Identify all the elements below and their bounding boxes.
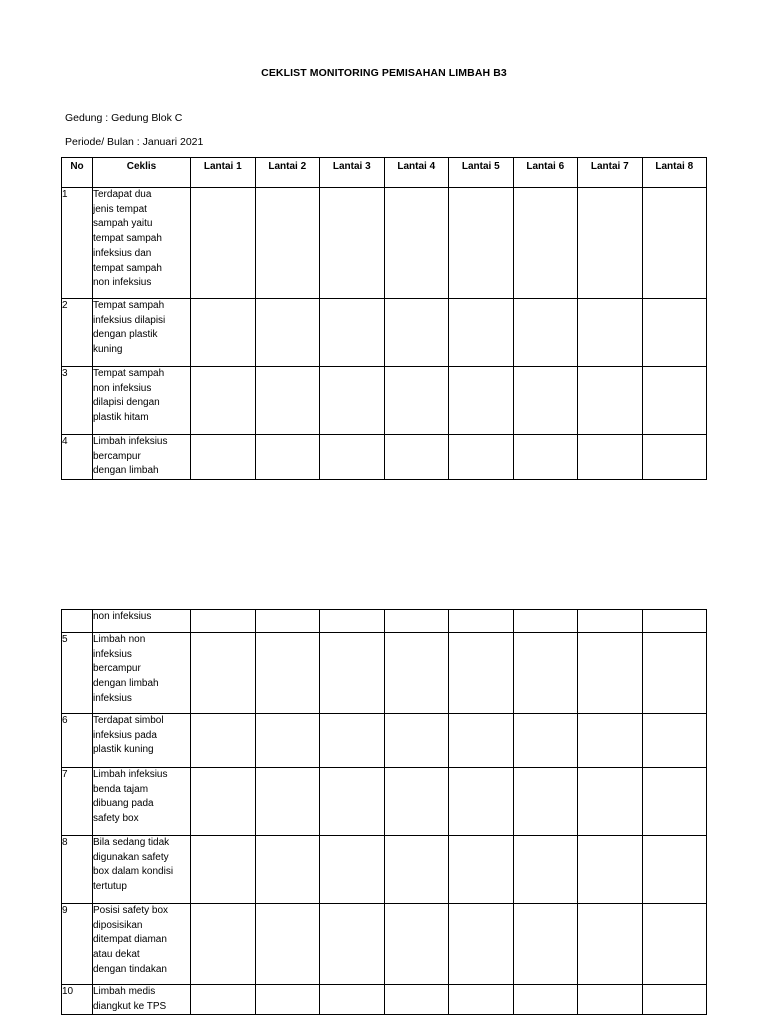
floor-3-check-cell[interactable] [320,299,385,367]
floor-3-check-cell[interactable] [320,836,385,904]
row-number: 4 [62,435,93,480]
table-row [62,367,707,435]
table-row [62,299,707,367]
floor-1-check-cell[interactable] [191,836,256,904]
floor-1-check-cell[interactable] [191,904,256,985]
floor-6-check-cell[interactable] [513,985,578,1015]
checklist-item-line: diposisikan [93,919,143,931]
checklist-item-line: infeksius pada [93,729,157,741]
checklist-table-page-2 [61,609,707,1015]
header-floor-5: Lantai 5 [449,158,514,188]
floor-6-check-cell[interactable] [513,367,578,435]
floor-1-check-cell[interactable] [191,714,256,768]
checklist-item-line: Terdapat dua [93,189,152,200]
floor-8-check-cell[interactable] [642,633,707,714]
floor-4-check-cell[interactable] [384,633,449,714]
checklist-item-line: dengan tindakan [93,963,167,975]
table-row [62,985,707,1015]
floor-5-check-cell[interactable] [449,610,514,633]
floor-8-check-cell[interactable] [642,299,707,367]
floor-6-check-cell[interactable] [513,714,578,768]
floor-7-check-cell[interactable] [578,610,643,633]
checklist-item-line: Terdapat simbol [93,715,164,726]
period-label: Periode/ Bulan : Januari 2021 [65,136,204,148]
checklist-item-line: box dalam kondisi [93,866,174,878]
checklist-item [93,188,191,299]
header-no: No [62,158,93,188]
floor-1-check-cell[interactable] [191,188,256,299]
row-number: 1 [62,188,93,299]
floor-5-check-cell[interactable] [449,188,514,299]
table-row [62,435,707,480]
row-number: 2 [62,299,93,367]
floor-6-check-cell[interactable] [513,904,578,985]
checklist-item-line: digunakan safety [93,851,169,863]
table-row [62,768,707,836]
floor-3-check-cell[interactable] [320,768,385,836]
floor-5-check-cell[interactable] [449,367,514,435]
floor-3-check-cell[interactable] [320,714,385,768]
checklist-item-line: non infeksius [93,611,152,622]
header-floor-6: Lantai 6 [513,158,578,188]
floor-8-check-cell[interactable] [642,367,707,435]
floor-7-check-cell[interactable] [578,188,643,299]
floor-8-check-cell[interactable] [642,714,707,768]
header-floor-7: Lantai 7 [578,158,643,188]
checklist-item-line: Posisi safety box [93,905,169,916]
floor-2-check-cell[interactable] [255,714,320,768]
floor-4-check-cell[interactable] [384,610,449,633]
checklist-item-line: bercampur [93,663,141,675]
checklist-item-line: sampah yaitu [93,218,153,230]
floor-4-check-cell[interactable] [384,714,449,768]
floor-8-check-cell[interactable] [642,188,707,299]
checklist-item-line: Limbah infeksius [93,436,168,447]
checklist-item-line: bercampur [93,450,141,462]
floor-7-check-cell[interactable] [578,299,643,367]
floor-4-check-cell[interactable] [384,435,449,480]
floor-2-check-cell[interactable] [255,836,320,904]
table-row [62,633,707,714]
floor-2-check-cell[interactable] [255,367,320,435]
checklist-item-line: Limbah medis [93,986,156,997]
floor-7-check-cell[interactable] [578,367,643,435]
floor-5-check-cell[interactable] [449,768,514,836]
checklist-item-line: benda tajam [93,783,149,795]
floor-1-check-cell[interactable] [191,435,256,480]
floor-1-check-cell[interactable] [191,367,256,435]
table-header-row [62,158,707,188]
checklist-item-line: tempat sampah [93,262,162,274]
floor-4-check-cell[interactable] [384,985,449,1015]
checklist-item [93,633,191,714]
checklist-item-line: Limbah non [93,634,146,645]
floor-2-check-cell[interactable] [255,633,320,714]
floor-1-check-cell[interactable] [191,610,256,633]
header-item: Ceklis [93,158,191,188]
building-label: Gedung : Gedung Blok C [65,112,183,124]
checklist-item-line: infeksius [93,648,132,660]
floor-3-check-cell[interactable] [320,985,385,1015]
checklist-item-line: non infeksius [93,277,152,289]
checklist-item [93,367,191,435]
floor-7-check-cell[interactable] [578,985,643,1015]
checklist-item [93,904,191,985]
table-row [62,714,707,768]
floor-2-check-cell[interactable] [255,188,320,299]
floor-4-check-cell[interactable] [384,836,449,904]
floor-2-check-cell[interactable] [255,610,320,633]
floor-7-check-cell[interactable] [578,714,643,768]
checklist-item-line: Bila sedang tidak [93,837,170,848]
floor-7-check-cell[interactable] [578,633,643,714]
floor-6-check-cell[interactable] [513,633,578,714]
checklist-item-line: kuning [93,344,123,356]
floor-5-check-cell[interactable] [449,633,514,714]
table-row [62,904,707,985]
floor-3-check-cell[interactable] [320,188,385,299]
floor-8-check-cell[interactable] [642,768,707,836]
header-floor-2: Lantai 2 [255,158,320,188]
floor-5-check-cell[interactable] [449,435,514,480]
floor-6-check-cell[interactable] [513,836,578,904]
floor-1-check-cell[interactable] [191,633,256,714]
checklist-item-line: dengan limbah [93,678,159,690]
floor-7-check-cell[interactable] [578,435,643,480]
table-row [62,610,707,633]
checklist-item [93,985,191,1015]
floor-3-check-cell[interactable] [320,610,385,633]
header-floor-8: Lantai 8 [642,158,707,188]
checklist-item-line: dengan limbah [93,465,159,477]
header-floor-4: Lantai 4 [384,158,449,188]
checklist-item-line: dibuang pada [93,798,154,810]
row-number: 8 [62,836,93,904]
checklist-item-line: tertutup [93,881,127,893]
floor-6-check-cell[interactable] [513,435,578,480]
checklist-table-page-1 [61,157,707,480]
floor-5-check-cell[interactable] [449,904,514,985]
document-title: CEKLIST MONITORING PEMISAHAN LIMBAH B3 [261,67,507,79]
floor-3-check-cell[interactable] [320,435,385,480]
floor-3-check-cell[interactable] [320,633,385,714]
row-number [62,610,93,633]
checklist-item-line: dengan plastik [93,329,158,341]
floor-5-check-cell[interactable] [449,985,514,1015]
floor-4-check-cell[interactable] [384,188,449,299]
checklist-item-line: safety box [93,813,139,825]
floor-8-check-cell[interactable] [642,985,707,1015]
floor-7-check-cell[interactable] [578,768,643,836]
checklist-item-line: atau dekat [93,949,140,961]
checklist-item-line: ditempat diaman [93,934,167,946]
floor-7-check-cell[interactable] [578,904,643,985]
checklist-item-line: plastik kuning [93,744,154,756]
row-number: 6 [62,714,93,768]
floor-3-check-cell[interactable] [320,904,385,985]
checklist-item [93,714,191,768]
floor-1-check-cell[interactable] [191,299,256,367]
floor-1-check-cell[interactable] [191,768,256,836]
row-number: 3 [62,367,93,435]
floor-2-check-cell[interactable] [255,299,320,367]
floor-8-check-cell[interactable] [642,435,707,480]
floor-2-check-cell[interactable] [255,435,320,480]
floor-4-check-cell[interactable] [384,299,449,367]
floor-3-check-cell[interactable] [320,367,385,435]
checklist-item-line: infeksius dilapisi [93,314,166,326]
floor-4-check-cell[interactable] [384,768,449,836]
row-number: 7 [62,768,93,836]
checklist-item [93,610,191,633]
floor-2-check-cell[interactable] [255,768,320,836]
checklist-item-line: diangkut ke TPS [93,1000,167,1012]
checklist-item-line: infeksius dan [93,247,152,259]
table-row [62,188,707,299]
checklist-item-line: plastik hitam [93,412,149,424]
header-floor-3: Lantai 3 [320,158,385,188]
checklist-item-line: Limbah infeksius [93,769,168,780]
row-number: 10 [62,985,93,1015]
floor-2-check-cell[interactable] [255,904,320,985]
checklist-item-line: tempat sampah [93,233,162,245]
row-number: 5 [62,633,93,714]
table-row [62,836,707,904]
floor-6-check-cell[interactable] [513,768,578,836]
checklist-item-line: Tempat sampah [93,368,165,379]
checklist-item-line: non infeksius [93,382,152,394]
checklist-item [93,435,191,480]
checklist-item [93,299,191,367]
floor-1-check-cell[interactable] [191,985,256,1015]
floor-4-check-cell[interactable] [384,904,449,985]
checklist-item-line: infeksius [93,692,132,704]
checklist-item-line: Tempat sampah [93,300,165,311]
floor-6-check-cell[interactable] [513,299,578,367]
floor-8-check-cell[interactable] [642,610,707,633]
checklist-item-line: jenis tempat [93,203,147,215]
floor-5-check-cell[interactable] [449,836,514,904]
floor-2-check-cell[interactable] [255,985,320,1015]
floor-6-check-cell[interactable] [513,188,578,299]
floor-4-check-cell[interactable] [384,367,449,435]
row-number: 9 [62,904,93,985]
checklist-item [93,836,191,904]
header-floor-1: Lantai 1 [191,158,256,188]
floor-6-check-cell[interactable] [513,610,578,633]
floor-5-check-cell[interactable] [449,714,514,768]
floor-7-check-cell[interactable] [578,836,643,904]
floor-8-check-cell[interactable] [642,836,707,904]
checklist-item-line: dilapisi dengan [93,397,160,409]
floor-5-check-cell[interactable] [449,299,514,367]
checklist-item [93,768,191,836]
floor-8-check-cell[interactable] [642,904,707,985]
